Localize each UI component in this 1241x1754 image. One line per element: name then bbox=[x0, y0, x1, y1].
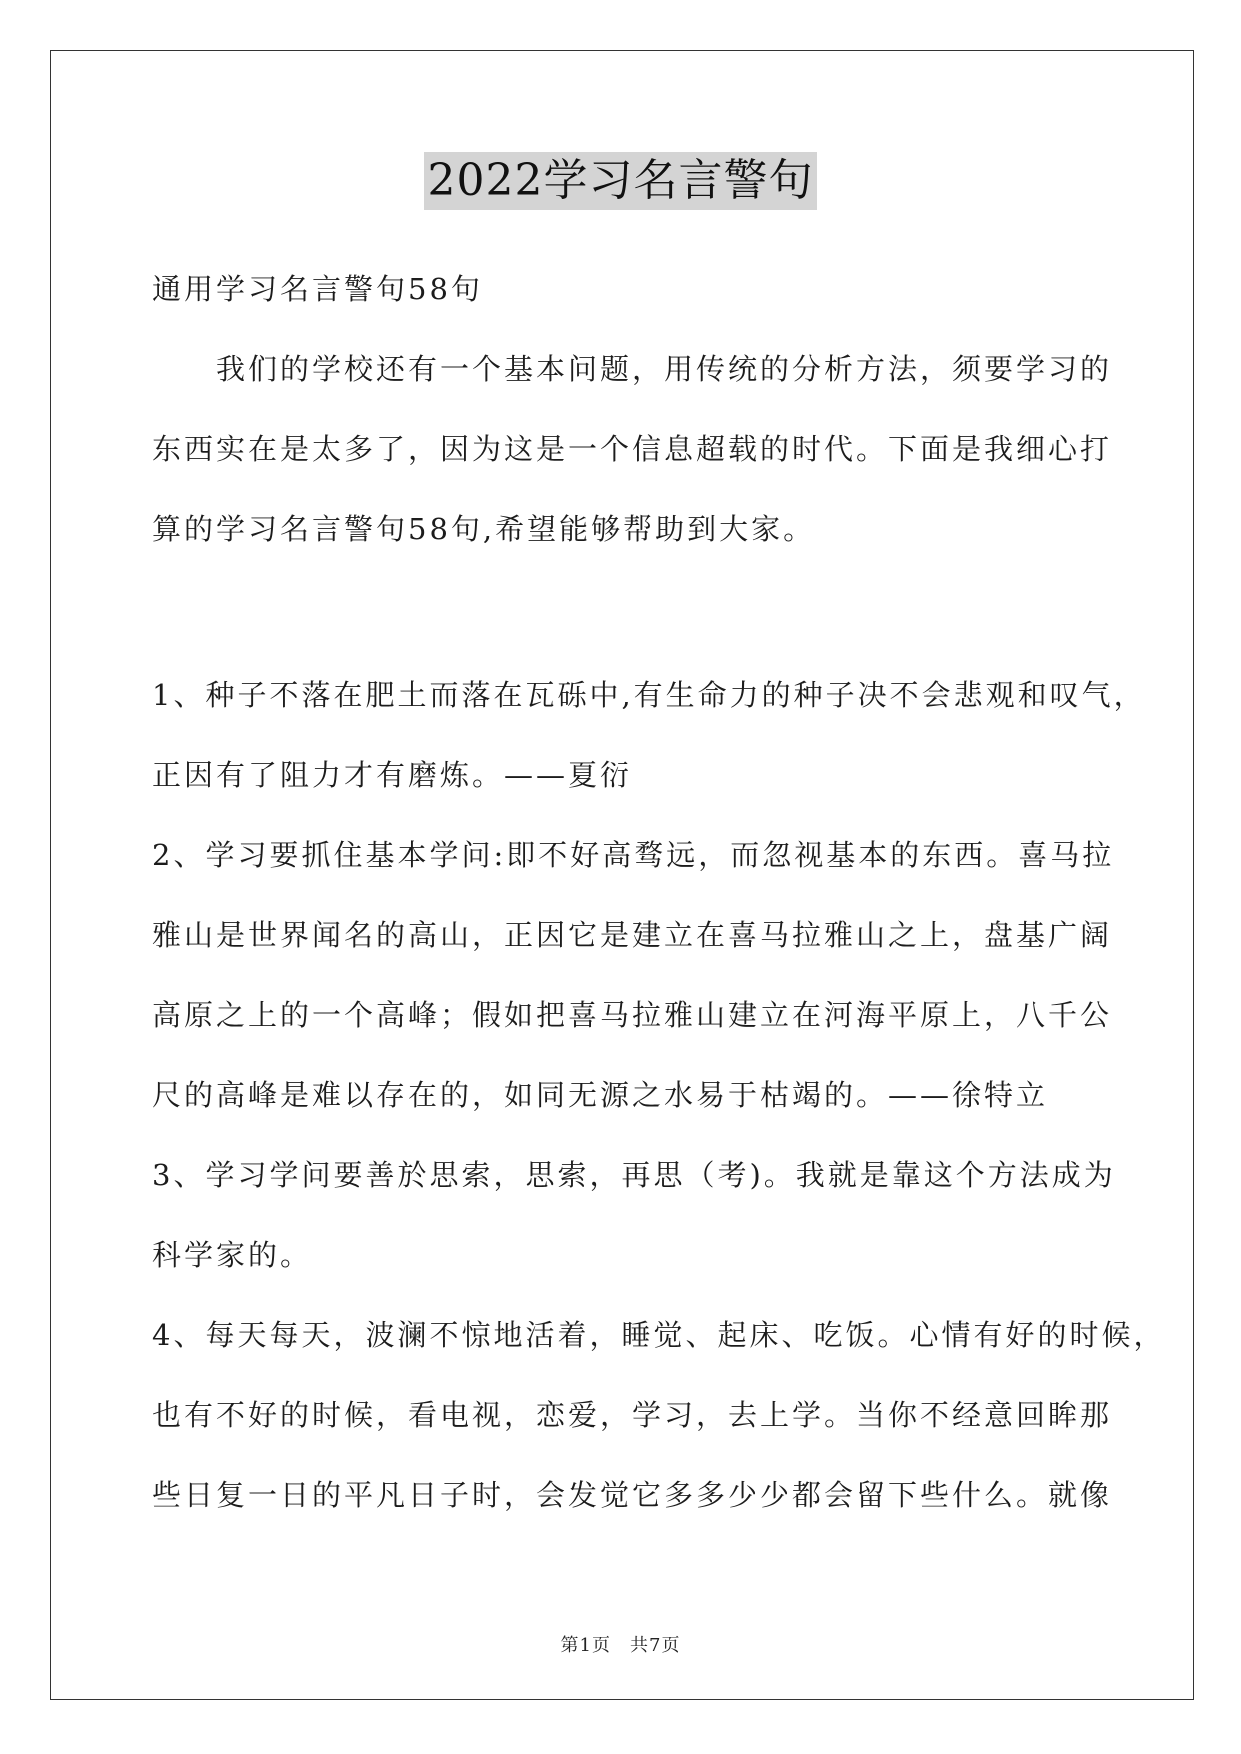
quote-2-line-3: 高原之上的一个高峰；假如把喜马拉雅山建立在河海平原上，八千公 bbox=[152, 998, 1113, 1032]
intro-line-2: 东西实在是太多了，因为这是一个信息超载的时代。下面是我细心打 bbox=[152, 432, 1113, 466]
quote-4-line-1: 4、每天每天，波澜不惊地活着，睡觉、起床、吃饭。心情有好的时候， bbox=[152, 1318, 1166, 1352]
title-container bbox=[0, 152, 1241, 210]
quote-4-line-3: 些日复一日的平凡日子时，会发觉它多多少少都会留下些什么。就像 bbox=[152, 1478, 1113, 1512]
subtitle-line: 通用学习名言警句58句 bbox=[152, 272, 483, 306]
intro-line-1: 我们的学校还有一个基本问题，用传统的分析方法，须要学习的 bbox=[152, 352, 1113, 386]
intro-line-3: 算的学习名言警句58句,希望能够帮助到大家。 bbox=[152, 512, 816, 546]
quote-3-line-2: 科学家的。 bbox=[152, 1238, 313, 1272]
quote-4-line-2: 也有不好的时候，看电视，恋爱，学习，去上学。当你不经意回眸那 bbox=[152, 1398, 1113, 1432]
quote-3-line-1: 3、学习学问要善於思索，思索，再思（考)。我就是靠这个方法成为 bbox=[152, 1158, 1116, 1192]
quote-2-line-4: 尺的高峰是难以存在的，如同无源之水易于枯竭的。——徐特立 bbox=[152, 1078, 1049, 1112]
document-title: 2022学习名言警句 bbox=[424, 152, 818, 210]
page-number-footer: 第1页 共7页 bbox=[560, 1635, 681, 1656]
quote-1-line-1: 1、种子不落在肥土而落在瓦砾中,有生命力的种子决不会悲观和叹气， bbox=[152, 678, 1146, 712]
quote-1-line-2: 正因有了阻力才有磨炼。——夏衍 bbox=[152, 758, 633, 792]
quote-2-line-1: 2、学习要抓住基本学问:即不好高骛远，而忽视基本的东西。喜马拉 bbox=[152, 838, 1115, 872]
document-body bbox=[152, 260, 1166, 1546]
paragraph-spacer bbox=[152, 580, 1092, 666]
quote-2-line-2: 雅山是世界闻名的高山，正因它是建立在喜马拉雅山之上，盘基广阔 bbox=[152, 918, 1113, 952]
